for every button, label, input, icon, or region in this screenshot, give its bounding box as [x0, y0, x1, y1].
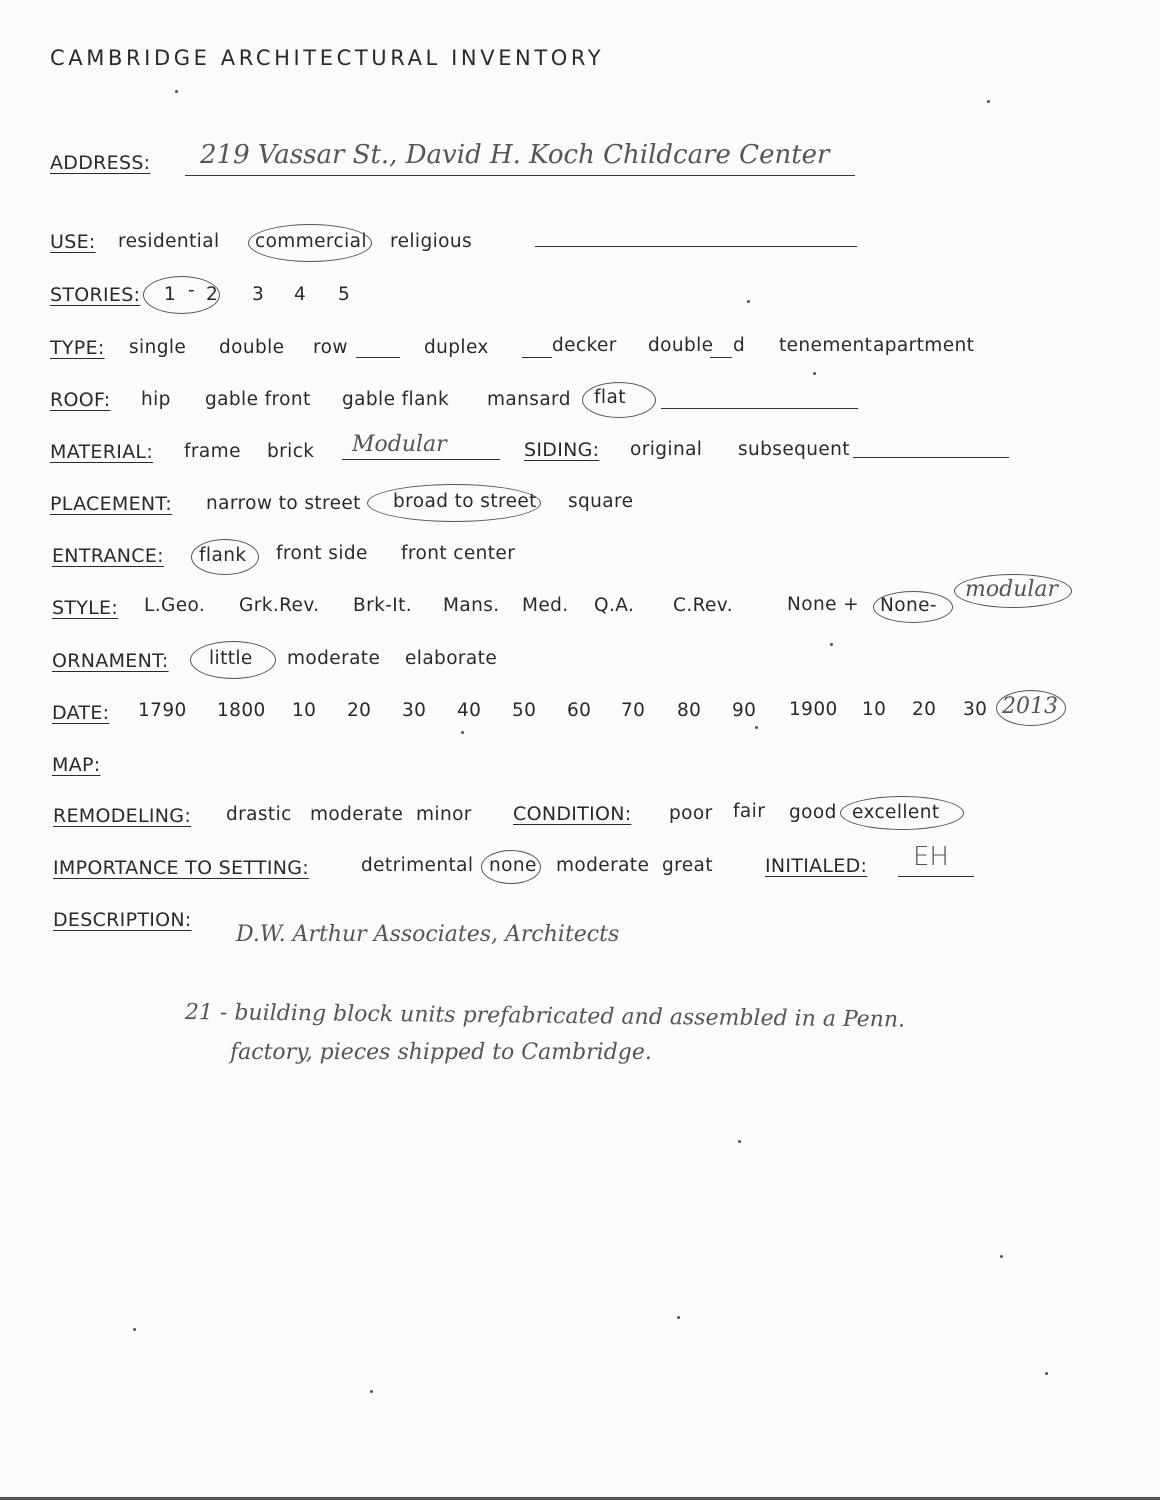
roof-selection-circle [582, 382, 656, 418]
use-option-commercial[interactable]: commercial [255, 231, 367, 252]
date-option-90[interactable]: 90 [732, 700, 757, 721]
date-option-10[interactable]: 10 [292, 700, 317, 721]
style-option-qa[interactable]: Q.A. [594, 595, 635, 616]
scan-speck [738, 1140, 741, 1143]
placement-option-narrow[interactable]: narrow to street [206, 493, 361, 514]
ornament-option-moderate[interactable]: moderate [287, 648, 381, 669]
siding-label: SIDING: [524, 439, 600, 461]
scan-speck [830, 643, 833, 646]
description-line-3[interactable]: factory, pieces shipped to Cambridge. [230, 1040, 652, 1065]
condition-label: CONDITION: [513, 803, 632, 825]
map-label: MAP: [52, 754, 101, 776]
condition-option-excellent[interactable]: excellent [852, 802, 940, 823]
style-option-none-minus[interactable]: None- [880, 595, 937, 616]
date-option-60[interactable]: 60 [567, 700, 592, 721]
roof-option-hip[interactable]: hip [141, 389, 171, 410]
scan-speck [1045, 1372, 1048, 1375]
placement-option-broad[interactable]: broad to street [393, 491, 537, 512]
placement-label: PLACEMENT: [50, 493, 172, 515]
type-option-double-d[interactable]: double [648, 335, 714, 356]
material-other-line [342, 459, 500, 460]
stories-selection-circle [143, 276, 220, 314]
placement-selection-circle [367, 484, 541, 522]
roof-label: ROOF: [50, 389, 111, 411]
ornament-option-elaborate[interactable]: elaborate [405, 648, 498, 669]
entrance-option-front-side[interactable]: front side [276, 543, 368, 564]
remodeling-label: REMODELING: [53, 805, 192, 827]
date-option-1920[interactable]: 20 [912, 699, 937, 720]
ornament-label: ORNAMENT: [52, 650, 169, 672]
description-label: DESCRIPTION: [53, 909, 192, 931]
placement-option-square[interactable]: square [568, 491, 634, 512]
importance-selection-circle [481, 850, 541, 884]
siding-option-original[interactable]: original [630, 439, 703, 460]
material-label: MATERIAL: [50, 441, 154, 463]
style-option-grk-rev[interactable]: Grk.Rev. [239, 595, 320, 616]
date-option-1910[interactable]: 10 [862, 699, 887, 720]
type-option-decker[interactable]: decker [552, 335, 617, 356]
form-title: CAMBRIDGE ARCHITECTURAL INVENTORY [50, 46, 605, 70]
use-option-residential[interactable]: residential [118, 231, 220, 252]
scan-speck [813, 372, 816, 375]
condition-selection-circle [840, 796, 964, 830]
date-label: DATE: [52, 702, 110, 724]
roof-option-flat[interactable]: flat [594, 387, 626, 408]
stories-dash: - [188, 280, 196, 301]
address-value[interactable]: 219 Vassar St., David H. Koch Childcare Center [200, 140, 830, 170]
stories-option-3[interactable]: 3 [252, 284, 265, 305]
type-double-d-line [710, 357, 732, 358]
initialed-line [898, 876, 974, 877]
date-option-1800[interactable]: 1800 [217, 700, 266, 721]
style-option-none-plus[interactable]: None + [787, 594, 860, 615]
style-option-c-rev[interactable]: C.Rev. [673, 595, 733, 616]
entrance-label: ENTRANCE: [52, 545, 164, 567]
condition-option-poor[interactable]: poor [669, 803, 713, 824]
type-option-row[interactable]: row [313, 337, 348, 358]
importance-option-none[interactable]: none [489, 855, 537, 876]
condition-option-good[interactable]: good [789, 802, 837, 823]
stories-label: STORIES: [50, 284, 141, 306]
date-option-70[interactable]: 70 [621, 700, 646, 721]
date-option-1930[interactable]: 30 [963, 699, 988, 720]
date-option-1790[interactable]: 1790 [138, 700, 187, 721]
condition-option-fair[interactable]: fair [733, 801, 766, 822]
scan-speck [755, 726, 758, 729]
type-label: TYPE: [50, 337, 105, 359]
type-option-d-suffix: d [733, 335, 746, 356]
importance-label: IMPORTANCE TO SETTING: [53, 857, 309, 879]
date-handwritten-value[interactable]: 2013 [1002, 694, 1058, 719]
material-option-frame[interactable]: frame [184, 441, 241, 462]
style-option-mans[interactable]: Mans. [443, 595, 500, 616]
stories-option-2[interactable]: 2 [206, 284, 219, 305]
importance-option-detrimental[interactable]: detrimental [361, 855, 474, 876]
type-option-duplex[interactable]: duplex [424, 337, 489, 358]
style-selection-circle [873, 591, 953, 623]
importance-option-moderate[interactable]: moderate [556, 855, 650, 876]
date-option-20[interactable]: 20 [347, 700, 372, 721]
type-decker-line [522, 357, 552, 358]
type-option-apartment[interactable]: apartment [873, 335, 975, 356]
initialed-value[interactable]: EH [913, 842, 949, 872]
style-label: STYLE: [52, 597, 119, 619]
type-option-single[interactable]: single [129, 337, 187, 358]
material-option-brick[interactable]: brick [267, 441, 315, 462]
date-option-80[interactable]: 80 [677, 700, 702, 721]
date-option-1900[interactable]: 1900 [789, 699, 838, 720]
style-handwritten-circle [954, 574, 1072, 608]
date-selection-circle [996, 690, 1066, 726]
scan-speck [677, 1316, 680, 1319]
scan-speck [747, 300, 750, 303]
scan-speck [1000, 1255, 1003, 1258]
address-label: ADDRESS: [50, 152, 151, 174]
scan-speck [370, 1390, 373, 1393]
scan-speck [133, 1328, 136, 1331]
siding-other-line [853, 457, 1009, 458]
initialed-label: INITIALED: [765, 855, 868, 877]
remodeling-option-drastic[interactable]: drastic [226, 804, 292, 825]
ornament-option-little[interactable]: little [209, 648, 253, 669]
style-handwritten-value[interactable]: modular [965, 577, 1059, 602]
roof-option-mansard[interactable]: mansard [487, 389, 571, 410]
remodeling-option-moderate[interactable]: moderate [310, 804, 404, 825]
scan-speck [987, 100, 990, 103]
roof-option-gable-flank[interactable]: gable flank [342, 389, 450, 410]
use-selection-circle [248, 224, 372, 262]
type-option-tenement[interactable]: tenement [779, 335, 873, 356]
use-option-religious[interactable]: religious [390, 231, 473, 252]
ornament-selection-circle [190, 641, 276, 679]
stories-option-1[interactable]: 1 [164, 284, 177, 305]
importance-option-great[interactable]: great [662, 855, 713, 876]
type-row-line [356, 357, 400, 358]
remodeling-option-minor[interactable]: minor [416, 804, 472, 825]
entrance-selection-circle [191, 539, 259, 575]
entrance-option-front-center[interactable]: front center [401, 543, 516, 564]
roof-other-line [661, 408, 858, 409]
use-label: USE: [50, 231, 96, 253]
entrance-option-flank[interactable]: flank [199, 545, 247, 566]
use-other-line [535, 246, 857, 247]
roof-option-gable-front[interactable]: gable front [205, 389, 311, 410]
scan-speck [175, 90, 178, 93]
stories-option-4[interactable]: 4 [294, 284, 307, 305]
address-line [185, 175, 855, 176]
description-line-2[interactable]: 21 - building block units prefabricated and assembled in a Penn. [184, 1000, 906, 1033]
type-option-double[interactable]: double [219, 337, 285, 358]
scan-speck [461, 731, 464, 734]
date-option-30[interactable]: 30 [402, 700, 427, 721]
style-option-brk-it[interactable]: Brk-It. [353, 595, 413, 616]
description-line-1[interactable]: D.W. Arthur Associates, Architects [236, 922, 620, 947]
siding-option-subsequent[interactable]: subsequent [738, 439, 850, 460]
style-option-l-geo[interactable]: L.Geo. [144, 595, 206, 616]
date-option-50[interactable]: 50 [512, 700, 537, 721]
stories-option-5[interactable]: 5 [338, 284, 351, 305]
material-handwritten-value[interactable]: Modular [352, 432, 447, 457]
style-option-med[interactable]: Med. [522, 595, 569, 616]
date-option-40[interactable]: 40 [457, 700, 482, 721]
